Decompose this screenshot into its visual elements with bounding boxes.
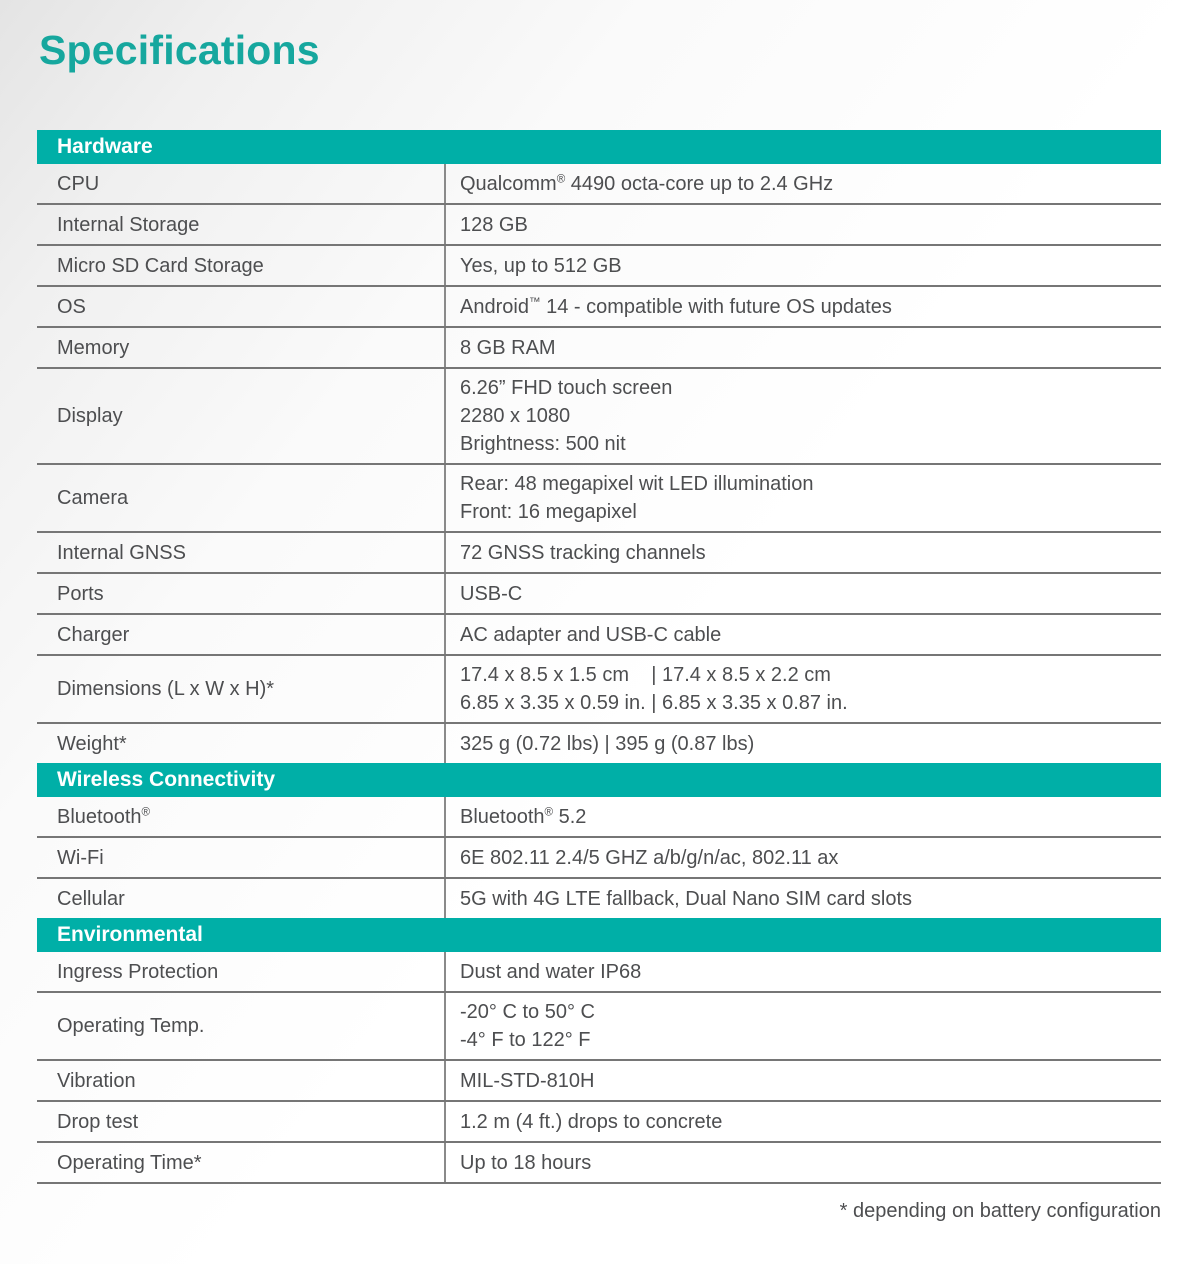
spec-value (444, 797, 1161, 836)
spec-label: Cellular (57, 887, 125, 910)
spec-label: Micro SD Card Storage (57, 254, 264, 277)
spec-value (444, 1102, 1161, 1141)
spec-value-line: 6E 802.11 2.4/5 GHZ a/b/g/n/ac, 802.11 ax (460, 846, 839, 869)
footnote: * depending on battery configuration (839, 1200, 1161, 1222)
spec-row-charger (37, 615, 1161, 656)
spec-value-line: 5G with 4G LTE fallback, Dual Nano SIM card slots (460, 887, 913, 910)
spec-label: Vibration (57, 1069, 136, 1092)
spec-value-line: Dust and water IP68 (460, 960, 642, 983)
spec-label: Charger (57, 623, 130, 646)
spec-row-internal-storage (37, 205, 1161, 246)
spec-value-line: Android™ 14 - compatible with future OS updates (460, 294, 892, 318)
spec-row-bluetooth (37, 797, 1161, 838)
spec-sheet-page (0, 26, 1200, 1223)
spec-value-line: 325 g (0.72 lbs) | 395 g (0.87 lbs) (460, 732, 755, 755)
spec-value-line: 72 GNSS tracking channels (460, 541, 706, 564)
spec-label: Weight* (57, 732, 127, 755)
page-title: Specifications (39, 27, 320, 73)
spec-value-line: Front: 16 megapixel (460, 501, 637, 523)
spec-value (444, 369, 1161, 463)
spec-row-cellular (37, 879, 1161, 918)
spec-label: Operating Time* (57, 1151, 202, 1174)
spec-value (444, 574, 1161, 613)
spec-label: Internal Storage (57, 213, 200, 236)
spec-value (444, 1061, 1161, 1100)
section-environmental (37, 918, 1161, 1182)
spec-label: Memory (57, 336, 130, 359)
spec-value (444, 287, 1161, 326)
spec-value-line: 17.4 x 8.5 x 1.5 cm | 17.4 x 8.5 x 2.2 cm (460, 664, 831, 686)
section-wireless-connectivity (37, 763, 1161, 918)
spec-row-internal-gnss (37, 533, 1161, 574)
spec-value (444, 993, 1161, 1059)
spec-value-line: AC adapter and USB-C cable (460, 623, 722, 646)
spec-value-line: 8 GB RAM (460, 336, 556, 359)
spec-value (444, 838, 1161, 877)
spec-label: Dimensions (L x W x H)* (57, 678, 275, 700)
spec-value (444, 164, 1161, 203)
spec-value (444, 1143, 1161, 1182)
spec-value-line: Brightness: 500 nit (460, 433, 626, 455)
spec-value-line: Rear: 48 megapixel wit LED illumination (460, 473, 814, 495)
spec-value-line: MIL-STD-810H (460, 1069, 595, 1092)
spec-label: Internal GNSS (57, 541, 186, 564)
spec-row-cpu (37, 164, 1161, 205)
spec-label: Ingress Protection (57, 960, 219, 983)
spec-label: Operating Temp. (57, 1015, 205, 1037)
spec-row-os (37, 287, 1161, 328)
spec-value (444, 328, 1161, 367)
spec-row-weight (37, 724, 1161, 763)
spec-value (444, 952, 1161, 991)
spec-value-line: USB-C (460, 582, 523, 605)
spec-row-operating-time (37, 1143, 1161, 1182)
spec-label: Ports (57, 582, 104, 605)
section-header-environmental: Environmental (37, 918, 1161, 952)
spec-row-operating-temp (37, 993, 1161, 1061)
spec-value-line: Up to 18 hours (460, 1151, 592, 1174)
spec-value-line: -4° F to 122° F (460, 1029, 591, 1051)
spec-value (444, 465, 1161, 531)
spec-value-line: Yes, up to 512 GB (460, 254, 622, 277)
spec-label: Camera (57, 487, 129, 509)
spec-label: Wi-Fi (57, 846, 104, 869)
spec-row-ports (37, 574, 1161, 615)
spec-value-line: Bluetooth® 5.2 (460, 804, 587, 828)
spec-value (444, 724, 1161, 763)
spec-row-drop-test (37, 1102, 1161, 1143)
spec-row-micro-sd-card-storage (37, 246, 1161, 287)
spec-row-display (37, 369, 1161, 465)
spec-value-line: 128 GB (460, 213, 528, 236)
section-hardware (37, 130, 1161, 763)
spec-row-memory (37, 328, 1161, 369)
spec-value-line: Qualcomm® 4490 octa-core up to 2.4 GHz (460, 171, 834, 195)
spec-row-vibration (37, 1061, 1161, 1102)
spec-value-line: 6.85 x 3.35 x 0.59 in. | 6.85 x 3.35 x 0.87 in. (460, 692, 848, 714)
spec-row-camera (37, 465, 1161, 533)
spec-label: Display (57, 405, 123, 427)
spec-row-wi-fi (37, 838, 1161, 879)
spec-value-line: -20° C to 50° C (460, 1001, 595, 1023)
spec-label: OS (57, 295, 86, 318)
section-header-hardware: Hardware (37, 130, 1161, 164)
spec-value (444, 246, 1161, 285)
spec-label: CPU (57, 172, 100, 195)
spec-value (444, 615, 1161, 654)
section-header-wireless-connectivity: Wireless Connectivity (37, 763, 1161, 797)
spec-row-dimensions-l-x-w-x-h (37, 656, 1161, 724)
spec-label: Bluetooth® (57, 804, 151, 828)
spec-value-line: 2280 x 1080 (460, 405, 571, 427)
spec-label: Drop test (57, 1110, 139, 1133)
spec-value-line: 1.2 m (4 ft.) drops to concrete (460, 1110, 723, 1133)
spec-value (444, 656, 1161, 722)
spec-value (444, 533, 1161, 572)
spec-value (444, 879, 1161, 918)
spec-value-line: 6.26” FHD touch screen (460, 377, 673, 399)
spec-row-ingress-protection (37, 952, 1161, 993)
spec-table (37, 130, 1161, 1184)
spec-value (444, 205, 1161, 244)
